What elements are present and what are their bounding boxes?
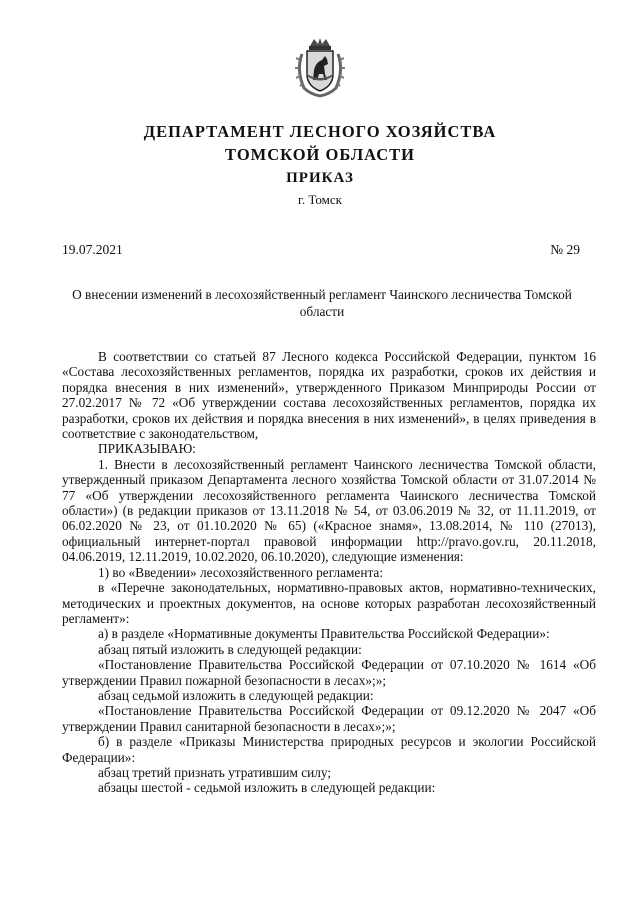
body-paragraph: В соответствии со статьей 87 Лесного кодекса Российской Федерации, пунктом 16 «Состава лесохозяйственных регламентов, порядка их разработки, сроков их действия и порядка внесения в них изменений», утвержденного Приказом Минприроды России от 27.02.2017 № 72 «Об утверждении состава лесохозяйственных регламентов, порядка их разработки, сроков их действия и порядка внесения в них изменений», в целях приведения в соответствие с законодательством, [62,349,596,442]
organization-name-line2: ТОМСКОЙ ОБЛАСТИ [225,145,415,164]
body-paragraph: абзац пятый изложить в следующей редакции: [98,641,362,657]
body-paragraph: «Постановление Правительства Российской Федерации от 07.10.2020 № 1614 «Об утверждении Правил пожарной безопасности в лесах»;»; [62,657,596,688]
body-paragraph: б) в разделе «Приказы Министерства природных ресурсов и экологии Российской Федерации»: [62,734,596,765]
city-label: г. Томск [298,192,342,207]
document-body [62,349,596,796]
body-paragraph: абзац третий признать утратившим силу; [98,764,332,780]
body-paragraph: а) в разделе «Нормативные документы Правительства Российской Федерации»: [98,626,550,642]
document-type: ПРИКАЗ [286,170,354,186]
document-title: О внесении изменений в лесохозяйственный регламент Чаинского лесничества Томской области [72,287,572,319]
body-paragraph: ПРИКАЗЫВАЮ: [98,441,196,457]
coat-of-arms-emblem [294,36,346,98]
organization-name-line1: ДЕПАРТАМЕНТ ЛЕСНОГО ХОЗЯЙСТВА [143,122,497,141]
body-paragraph: абзац седьмой изложить в следующей редакции: [98,687,374,703]
body-paragraph: в «Перечне законодательных, нормативно-правовых актов, нормативно-технических, методических и проектных документов, на основе которых разработан лесохозяйственный регламент»: [62,580,596,626]
body-paragraph: 1. Внести в лесохозяйственный регламент Чаинского лесничества Томской области, утвержденный приказом Департамента лесного хозяйства Томской области от 31.07.2014 № 77 «Об утверждении лесохозяйственного регламента Чаинского лесничества Томской области») (в редакции приказов от 13.11.2018 № 54, от 03.06.2019 № 32, от 11.11.2019, от 06.02.2020 № 23, от 01.10.2020 № 65) («Красное знамя», 13.08.2014, № 110 (27013), официальный интернет-портал правовой информации http://pravo.gov.ru, 20.11.2018, 04.06.2019, 12.11.2019, 10.02.2020, 06.10.2020), следующие изменения: [62,456,596,565]
body-paragraph: 1) во «Введении» лесохозяйственного регламента: [98,564,384,580]
order-number: № 29 [550,242,580,257]
order-date: 19.07.2021 [62,242,123,257]
body-paragraph: «Постановление Правительства Российской Федерации от 09.12.2020 № 2047 «Об утверждении Правил санитарной безопасности в лесах»;»; [62,703,596,734]
body-paragraph: абзацы шестой - седьмой изложить в следующей редакции: [98,780,436,796]
